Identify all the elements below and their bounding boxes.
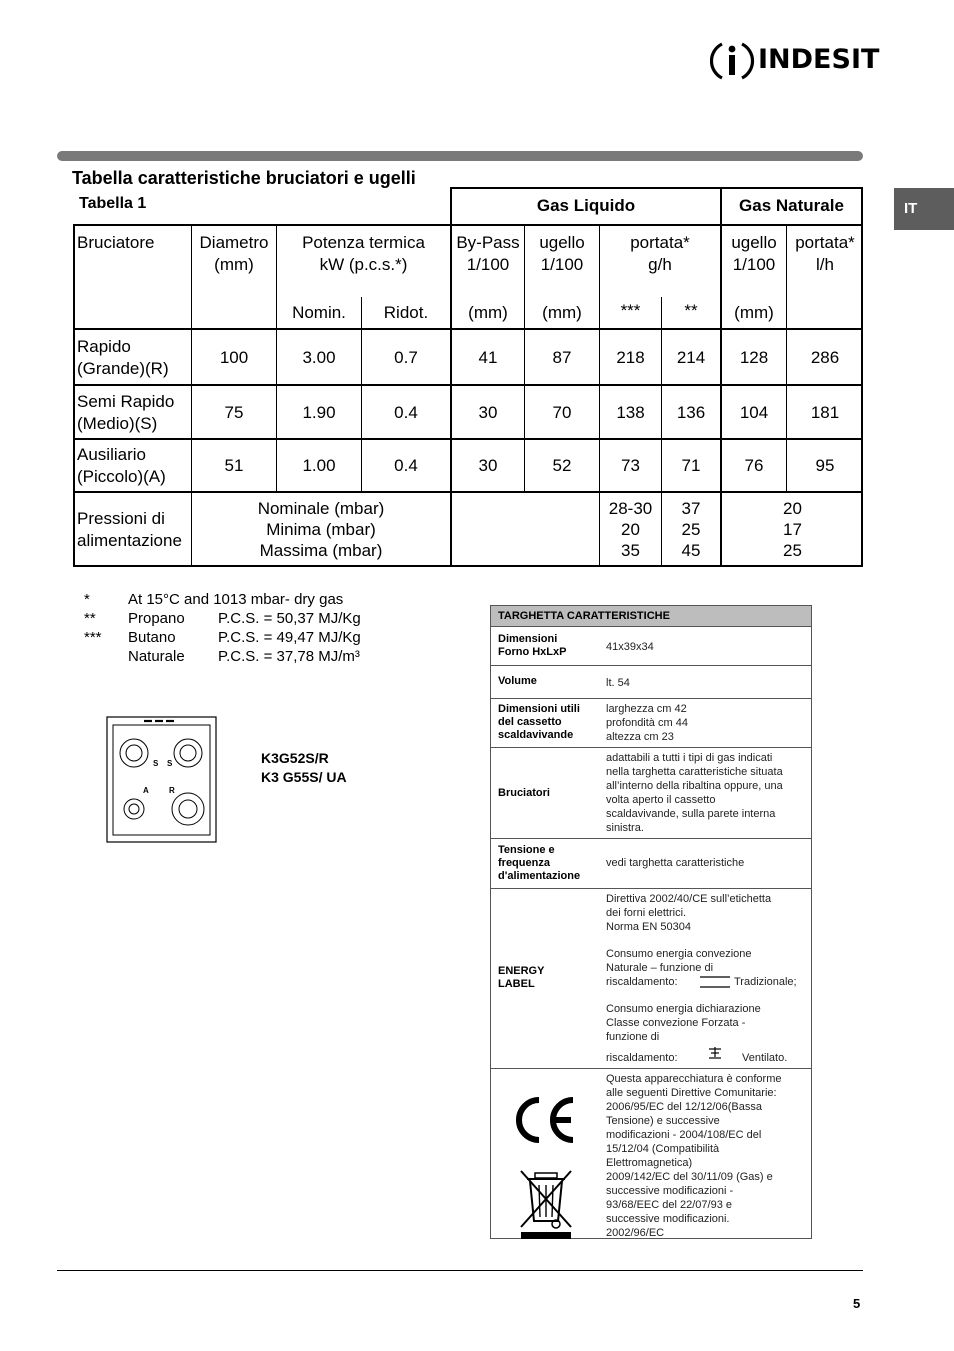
plate-value: riscaldamento: bbox=[606, 976, 678, 988]
model-code: K3G52S/R bbox=[261, 750, 329, 766]
group-gas-liquido: Gas Liquido bbox=[536, 196, 636, 215]
cell-portata-naturale: 95 bbox=[815, 456, 835, 475]
plate-label: Dimensioni Forno HxLxP bbox=[498, 633, 567, 658]
table-label: Tabella 1 bbox=[79, 195, 147, 212]
cell-portata-butano: 138 bbox=[616, 403, 645, 422]
cell-nomin: 1.90 bbox=[302, 403, 336, 422]
plate-value: riscaldamento: bbox=[606, 1052, 678, 1064]
plate-value: Consumo energia convezione Naturale – funzione di bbox=[606, 948, 752, 974]
header-bar bbox=[57, 151, 863, 161]
hob-label-a: A bbox=[143, 786, 149, 795]
pressure-propano: 45 bbox=[681, 541, 701, 560]
group-gas-naturale: Gas Naturale bbox=[739, 196, 844, 215]
pressure-butano: 28-30 bbox=[608, 499, 653, 518]
cell-bypass: 30 bbox=[478, 456, 498, 475]
plate-row-cassetto bbox=[491, 699, 811, 748]
plate-row-bruciatori bbox=[491, 748, 811, 839]
row-name: Ausiliario bbox=[77, 445, 146, 464]
hob-diagram bbox=[106, 716, 217, 843]
pressure-naturale: 20 bbox=[783, 499, 802, 518]
footnote-mark: ** bbox=[84, 610, 96, 627]
plate-label: Bruciatori bbox=[498, 787, 550, 799]
plate-row-dimensioni bbox=[491, 627, 811, 666]
pressure-naturale: 25 bbox=[783, 541, 802, 560]
pressure-naturale: 17 bbox=[783, 520, 802, 539]
cell-portata-butano: 218 bbox=[616, 348, 645, 367]
header-ugello: ugello bbox=[539, 233, 585, 252]
cell-ugello-naturale: 128 bbox=[739, 348, 769, 367]
header-nomin: Nomin. bbox=[292, 303, 346, 322]
cell-ugello: 52 bbox=[552, 456, 572, 475]
header-bypass-sub: 1/100 bbox=[466, 255, 510, 274]
cell-ridot: 0.4 bbox=[394, 403, 418, 422]
brand-logo bbox=[710, 40, 880, 82]
header-ugello-naturale: ugello bbox=[731, 233, 777, 252]
plate-row-energy-label bbox=[491, 889, 811, 1069]
footnote-value: P.C.S. = 50,37 MJ/Kg bbox=[218, 610, 361, 627]
cell-diametro: 75 bbox=[224, 403, 244, 422]
header-ridot: Ridot. bbox=[383, 303, 429, 322]
plate-value: 41x39x34 bbox=[606, 641, 654, 653]
cell-portata-propano: 71 bbox=[681, 456, 701, 475]
cell-ridot: 0.7 bbox=[394, 348, 418, 367]
plate-value: lt. 54 bbox=[606, 677, 630, 689]
cell-nomin: 3.00 bbox=[302, 348, 336, 367]
cell-bypass: 30 bbox=[478, 403, 498, 422]
footnote-mark: * bbox=[84, 591, 90, 608]
header-potenza-unit: kW (p.c.s.*) bbox=[319, 255, 408, 274]
footnote-text: Naturale bbox=[128, 648, 185, 665]
pressure-butano: 20 bbox=[621, 520, 640, 539]
footnote-mark: *** bbox=[84, 629, 102, 646]
header-portata-naturale-unit: l/h bbox=[816, 255, 834, 274]
pressure-propano: 37 bbox=[681, 499, 701, 518]
header-portata-unit: g/h bbox=[648, 255, 672, 274]
header-ugello-unit: (mm) bbox=[542, 303, 582, 322]
header-bruciatore: Bruciatore bbox=[77, 233, 155, 252]
header-ugello-naturale-unit: (mm) bbox=[734, 303, 774, 322]
brand-name: INDESIT bbox=[758, 44, 880, 75]
hob-layout-icon bbox=[106, 716, 217, 843]
row-name-sub: (Grande)(R) bbox=[77, 359, 169, 378]
plate-value: Direttiva 2002/40/CE sull’etichetta dei forni elettrici. Norma EN 50304 bbox=[606, 893, 772, 933]
header-portata-butano: *** bbox=[620, 301, 641, 320]
pressure-butano: 35 bbox=[621, 541, 640, 560]
cell-bypass: 41 bbox=[478, 348, 498, 367]
plate-value: Questa apparecchiatura è conforme alle seguenti Direttive Comunitarie: 2006/95/EC del 12/12/06(Bassa Tensione) e successive modificazioni - 2004/108/EC del 15/12/04 (Compatibilità Elettromagnetica) 2009/142/EC del 30/11/09 (Gas) e successive modificazioni - 93/68/EEC del 22/07/93 e successive modificazioni. 2002/96/EC bbox=[606, 1073, 782, 1239]
cell-portata-naturale: 286 bbox=[810, 348, 840, 367]
plate-value: Consumo energia dichiarazione Classe convezione Forzata - funzione di bbox=[606, 1003, 761, 1043]
hob-label-r: R bbox=[169, 786, 175, 795]
cell-ugello-naturale: 76 bbox=[744, 456, 764, 475]
plate-value: Ventilato. bbox=[742, 1052, 788, 1064]
ce-mark-icon bbox=[511, 1094, 579, 1146]
pressure-label-nominale: Nominale (mbar) bbox=[257, 499, 385, 518]
plate-value: larghezza cm 42 profondità cm 44 altezza cm 23 bbox=[606, 703, 688, 743]
plate-value: Tradizionale; bbox=[734, 976, 797, 988]
plate-title: TARGHETTA CARATTERISTICHE bbox=[491, 606, 811, 627]
cell-ugello: 70 bbox=[552, 403, 572, 422]
plate-label: ENERGY LABEL bbox=[498, 965, 545, 990]
cell-ugello: 87 bbox=[552, 348, 572, 367]
footer-rule bbox=[57, 1270, 863, 1271]
pressure-propano: 25 bbox=[681, 520, 701, 539]
footnote-text: Butano bbox=[128, 629, 176, 646]
brand-logo-icon bbox=[710, 40, 756, 82]
header-portata-propano: ** bbox=[684, 301, 698, 320]
pressure-label-massima: Massima (mbar) bbox=[259, 541, 383, 560]
cell-portata-naturale: 181 bbox=[810, 403, 840, 422]
plate-value: adattabili a tutti i tipi di gas indicati nella targhetta caratteristiche situata all’interno della ribaltina oppure, una volta aperto il cassetto scaldavivande, sulla parete interna sinistra. bbox=[606, 752, 783, 834]
footnote-value: P.C.S. = 49,47 MJ/Kg bbox=[218, 629, 361, 646]
cell-diametro: 100 bbox=[219, 348, 249, 367]
header-potenza: Potenza termica bbox=[302, 233, 425, 252]
cell-portata-propano: 136 bbox=[676, 403, 706, 422]
plate-label: Volume bbox=[498, 675, 537, 687]
hob-label-s1: S bbox=[153, 759, 159, 768]
cell-portata-propano: 214 bbox=[676, 348, 706, 367]
language-tab[interactable]: IT bbox=[894, 188, 954, 230]
hob-label-s2: S bbox=[167, 759, 173, 768]
plate-value: vedi targhetta caratteristiche bbox=[606, 857, 745, 869]
header-diametro: Diametro bbox=[199, 233, 269, 252]
header-ugello-sub: 1/100 bbox=[540, 255, 584, 274]
traditional-heating-icon bbox=[699, 975, 731, 987]
plate-row-tensione bbox=[491, 839, 811, 889]
row-name: Rapido bbox=[77, 337, 131, 356]
row-name-sub: (Piccolo)(A) bbox=[77, 467, 166, 486]
cell-nomin: 1.00 bbox=[302, 456, 336, 475]
pressure-name: Pressioni di bbox=[77, 509, 165, 528]
section-title: Tabella caratteristiche bruciatori e ugelli bbox=[72, 168, 416, 188]
row-name-sub: (Medio)(S) bbox=[77, 414, 158, 433]
header-bypass-unit: (mm) bbox=[468, 303, 508, 322]
cell-ugello-naturale: 104 bbox=[739, 403, 769, 422]
model-code: K3 G55S/ UA bbox=[261, 769, 347, 785]
footnote-text: Propano bbox=[128, 610, 185, 627]
row-name: Semi Rapido bbox=[77, 392, 175, 411]
page-number: 5 bbox=[853, 1296, 861, 1311]
header-diametro-unit: (mm) bbox=[214, 255, 254, 274]
pressure-label-minima: Minima (mbar) bbox=[266, 520, 376, 539]
plate-row-conformity bbox=[491, 1069, 811, 1240]
footnote-text: At 15°C and 1013 mbar- dry gas bbox=[128, 591, 344, 608]
rating-plate-table bbox=[490, 605, 812, 1239]
weee-bin-icon bbox=[519, 1169, 573, 1241]
plate-row-volume bbox=[491, 666, 811, 699]
header-portata: portata* bbox=[630, 233, 690, 252]
cell-ridot: 0.4 bbox=[394, 456, 418, 475]
plate-label: Dimensioni utili del cassetto scaldavivande bbox=[498, 703, 580, 741]
footnote-value: P.C.S. = 37,78 MJ/m³ bbox=[218, 648, 360, 665]
cell-diametro: 51 bbox=[224, 456, 244, 475]
plate-label: Tensione e frequenza d'alimentazione bbox=[498, 844, 581, 882]
cell-portata-butano: 73 bbox=[621, 456, 640, 475]
header-bypass: By-Pass bbox=[456, 233, 520, 252]
header-portata-naturale: portata* bbox=[795, 233, 855, 252]
pressure-name-sub: alimentazione bbox=[77, 531, 182, 550]
fan-heating-icon bbox=[708, 1046, 722, 1060]
header-ugello-naturale-sub: 1/100 bbox=[732, 255, 776, 274]
